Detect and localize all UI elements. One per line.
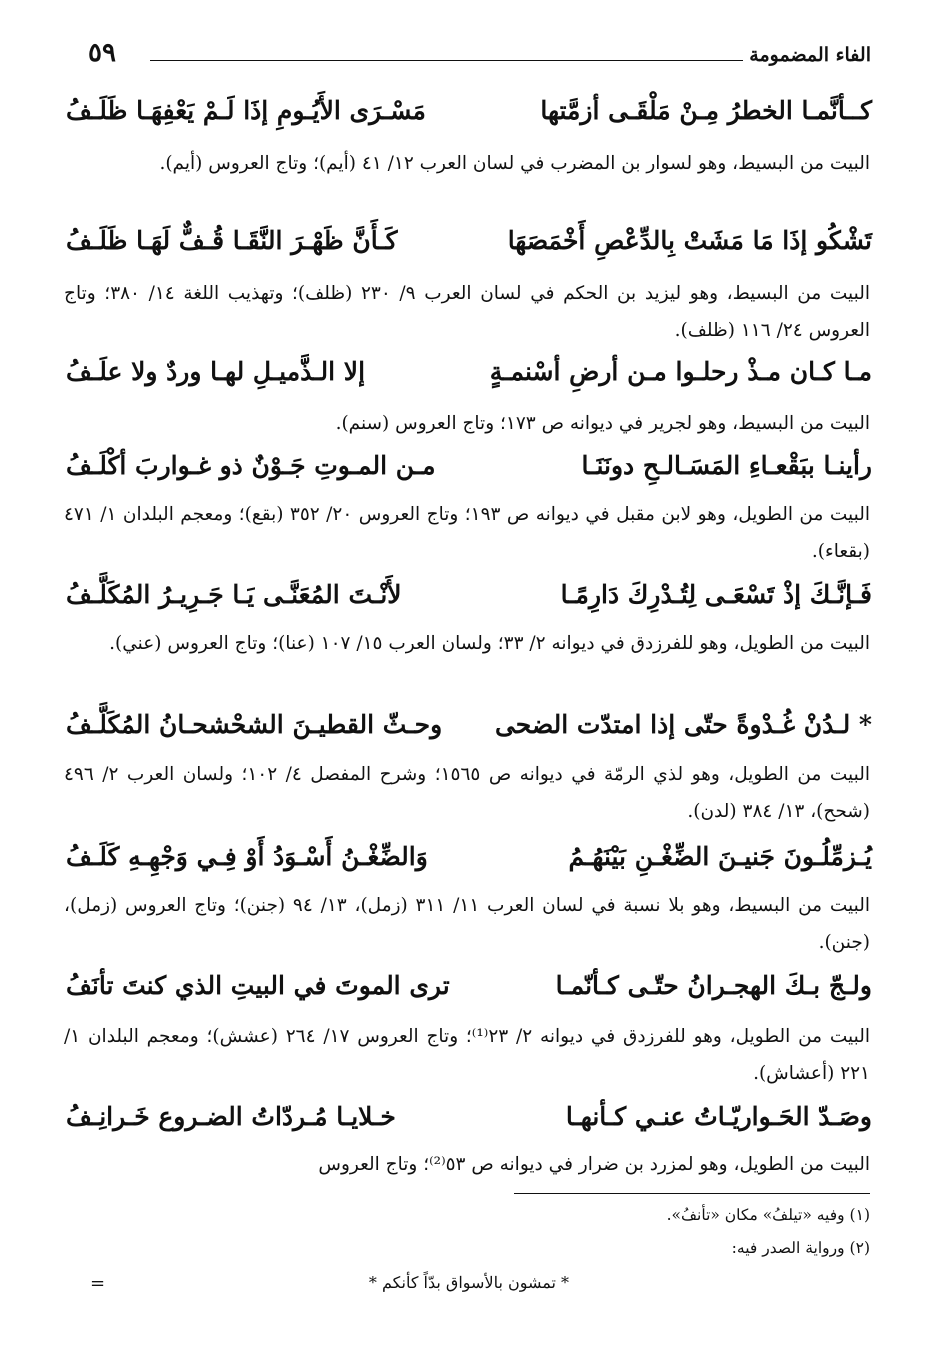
footnote-verse: * تمشون بالأسواق بدّاً كأنكم * bbox=[368, 1273, 570, 1292]
verse-first-hemistich: * لـدُنْ غُـدْوةً حتّى إذا امتدّت الضحى bbox=[494, 710, 872, 739]
verse-second-hemistich: ترى الموتَ في البيتِ الذي كنتَ تأنَفُ bbox=[66, 971, 450, 1000]
verse-line bbox=[66, 842, 872, 886]
footnote-separator bbox=[514, 1193, 870, 1194]
verse-note: البيت من البسيط، وهو لسوار بن المضرب في لسان العرب ١٢/ ٤١ (أيم)؛ وتاج العروس (أيم). bbox=[159, 153, 870, 174]
verse-first-hemistich: وصَـدّ الحَـواريّـاتُ عنـي كـأنهـا bbox=[565, 1102, 872, 1131]
page-number: ٥٩ bbox=[88, 38, 116, 68]
verse-line bbox=[66, 357, 872, 401]
verse-second-hemistich: خـلايـا مُـردّاتُ الضـروع خَـرانِـفُ bbox=[66, 1102, 396, 1131]
verse-note: البيت من الطويل، وهو للفرزدق في ديوانه ٢/ ٣٣؛ ولسان العرب ١٥/ ١٠٧ (عنا)؛ وتاج العروس (عني). bbox=[109, 633, 870, 654]
verse-line bbox=[66, 580, 872, 624]
verse-first-hemistich: تَشْكُو إذَا مَا مَشَتْ بِالدِّعْصِ أَخْمَصَهَا bbox=[507, 226, 872, 255]
verse-note: البيت من الطويل، وهو لذي الرمّة في ديوانه ص ١٥٦٥؛ وشرح المفصل ٤/ ١٠٢؛ ولسان العرب ٢/ ٤٩٦ (شحح)، ١٣/ ٣٨٤ (لدن). bbox=[64, 764, 870, 822]
verse-second-hemistich: لأَنْـتَ المُعَنَّـى يَـا جَـرِيـرُ المُكَلَّـفُ bbox=[66, 580, 402, 609]
verse-first-hemistich: ولـجّ بـكَ الهجـرانُ حتّـى كـأنّمـا bbox=[555, 971, 872, 1000]
running-title: الفاء المضمومة bbox=[749, 44, 871, 66]
page-header bbox=[88, 38, 871, 78]
verse-first-hemistich: فَـإنَّـكَ إذْ تَسْعَـى لِتُـدْرِكَ دَارِمًـا bbox=[560, 580, 872, 609]
verse-line bbox=[66, 710, 872, 754]
header-rule bbox=[150, 60, 743, 61]
verse-first-hemistich: كــأنَّمـا الخطرُ مِـنْ مَلْقَـى أزمَّتها bbox=[540, 96, 872, 125]
footnote-2: (٢) ورواية الصدر فيه: bbox=[731, 1239, 870, 1257]
verse-first-hemistich: يُـزمِّلُـونَ جَنيـنَ الضِّغْـنِ بَيْنَهُـمُ bbox=[568, 842, 872, 871]
verse-second-hemistich: وَالضِّغْـنُ أَسْـوَدُ أَوْ فِـي وَجْهِـهِ كَلَـفُ bbox=[66, 842, 428, 871]
verse-note: البيت من البسيط، وهو لجرير في ديوانه ص ١٧٣؛ وتاج العروس (سنم). bbox=[335, 413, 870, 434]
verse-note: البيت من الطويل، وهو لمزرد بن ضرار في ديوانه ص ٥٣⁽²⁾؛ وتاج العروس bbox=[318, 1154, 870, 1175]
verse-note: البيت من البسيط، وهو بلا نسبة في لسان العرب ١١/ ٣١١ (زمل)، ١٣/ ٩٤ (جنن)؛ وتاج العروس (زمل)، (جنن). bbox=[64, 895, 870, 953]
verse-note: البيت من الطويل، وهو لابن مقبل في ديوانه ص ١٩٣؛ وتاج العروس ٢٠/ ٣٥٢ (بقع)؛ ومعجم البلدان ١/ ٤٧١ (بقعاء). bbox=[64, 504, 870, 562]
verse-first-hemistich: رأينـا ببَقْعـاءِ المَسَـالـحِ دونَنَـا bbox=[581, 451, 872, 480]
verse-first-hemistich: مـا كـان مـذْ رحلـوا مـن أرضِ أسْنمـةٍ bbox=[489, 357, 872, 386]
verse-line bbox=[66, 226, 872, 270]
verse-second-hemistich: مـن المـوتِ جَـوْنٌ ذو غـواربَ أكْلَـفُ bbox=[66, 451, 436, 480]
verse-note: البيت من البسيط، وهو ليزيد بن الحكم في لسان العرب ٩/ ٢٣٠ (ظلف)؛ وتهذيب اللغة ١٤/ ٣٨٠؛ وتاج العروس ٢٤/ ١١٦ (ظلف). bbox=[64, 283, 870, 341]
verse-second-hemistich: مَسْـرَى الأَيُـومِ إذَا لَـمْ يَعْفِهَـا ظَلَـفُ bbox=[66, 96, 426, 125]
verse-second-hemistich: كَـأَنَّ ظَهْـرَ النَّقَـا قُـفٌّ لَهَـا ظَلَـفُ bbox=[66, 226, 398, 255]
verse-second-hemistich: وحـثّ القطيـنَ الشحْشحـانُ المُكَلَّـفُ bbox=[66, 710, 443, 739]
verse-note: البيت من الطويل، وهو للفرزدق في ديوانه ٢/ ٢٣⁽¹⁾؛ وتاج العروس ١٧/ ٢٦٤ (عشش)؛ ومعجم البلدان ١/ ٢٢١ (أعشاش). bbox=[64, 1026, 870, 1084]
footnote-1: (١) وفيه «تيلفُ» مكان «تأنفُ». bbox=[666, 1206, 870, 1224]
verse-line bbox=[66, 1102, 872, 1146]
verse-line bbox=[66, 971, 872, 1015]
verse-second-hemistich: إلا الـذَّميـلِ لهـا وردٌ ولا علَـفُ bbox=[66, 357, 366, 386]
verse-line bbox=[66, 451, 872, 495]
verse-line bbox=[66, 96, 872, 140]
continuation-mark: = bbox=[90, 1273, 106, 1294]
